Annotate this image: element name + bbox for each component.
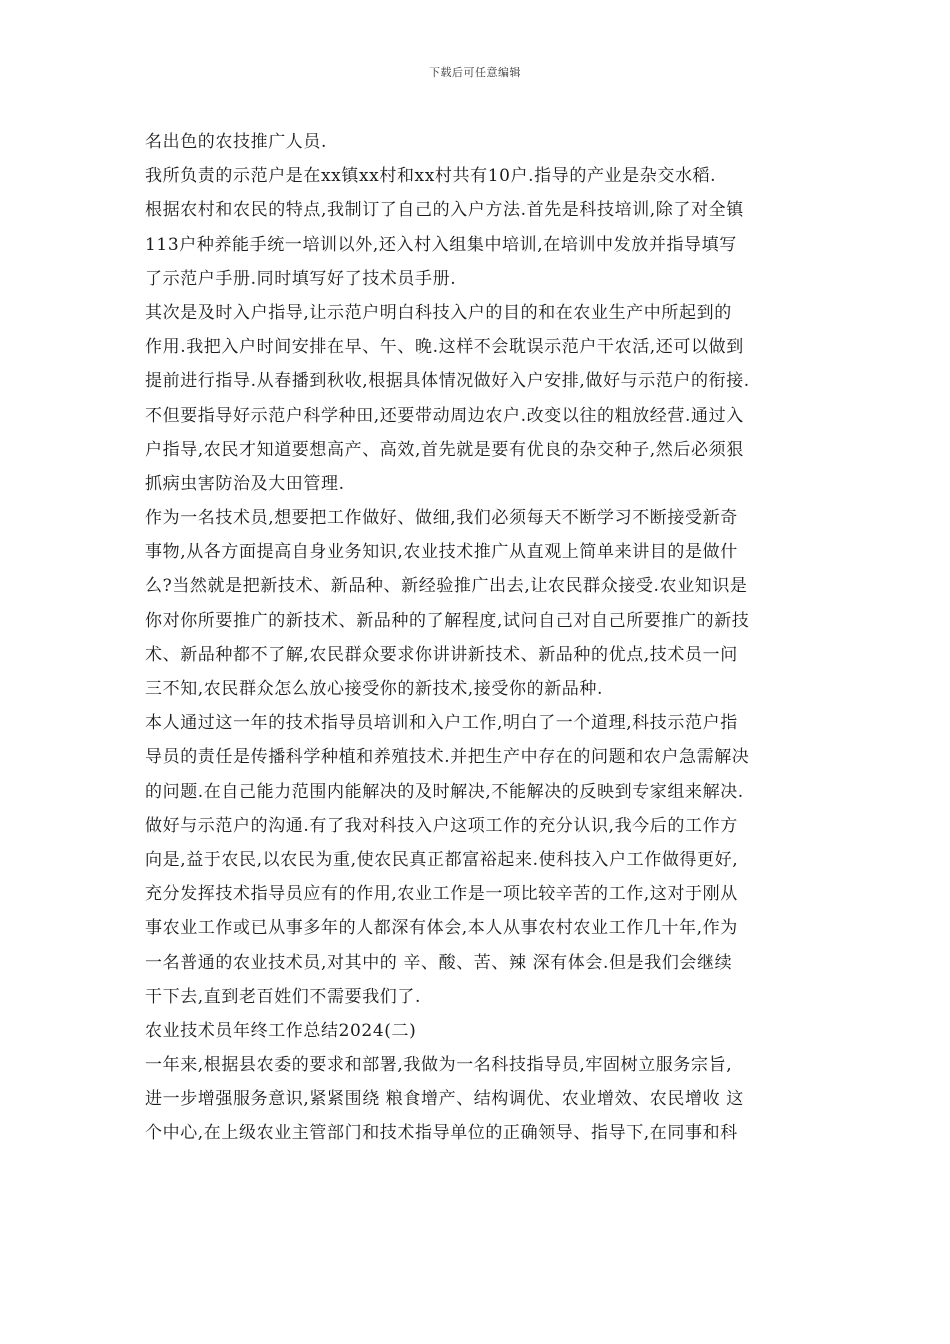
text-line: 事物,从各方面提高自身业务知识,农业技术推广从直观上简单来讲目的是做什: [145, 542, 738, 563]
text-line: 抓病虫害防治及大田管理.: [145, 473, 345, 494]
text-line: 113户种养能手统一培训以外,还入村入组集中培训,在培训中发放并指导填写: [145, 234, 737, 255]
text-line: 么?当然就是把新技术、新品种、新经验推广出去,让农民群众接受.农业知识是: [145, 576, 748, 597]
text-line: 一名普通的农业技术员,对其中的 辛、酸、苦、辣 深有体会.但是我们会继续: [145, 952, 733, 973]
text-line: 不但要指导好示范户科学种田,还要带动周边农户.改变以往的粗放经营.通过入: [145, 405, 744, 426]
text-line: 了示范户手册.同时填写好了技术员手册.: [145, 268, 457, 289]
text-line: 干下去,直到老百姓们不需要我们了.: [145, 986, 422, 1007]
text-line: 作为一名技术员,想要把工作做好、做细,我们必须每天不断学习不断接受新奇: [145, 508, 738, 529]
document-body: [145, 125, 815, 1151]
text-line: 农业技术员年终工作总结2024(二): [145, 1020, 417, 1041]
text-line: 导员的责任是传播科学种植和养殖技术.并把生产中存在的问题和农户急需解决: [145, 747, 750, 768]
text-line: 根据农村和农民的特点,我制订了自己的入户方法.首先是科技培训,除了对全镇: [145, 200, 744, 221]
text-line: 我所负责的示范户是在xx镇xx村和xx村共有10户.指导的产业是杂交水稻.: [145, 166, 717, 187]
text-line: 名出色的农技推广人员.: [145, 132, 328, 152]
text-line: 进一步增强服务意识,紧紧围绕 粮食增产、结构调优、农业增效、农民增收 这: [145, 1089, 744, 1110]
text-line: 户指导,农民才知道要想高产、高效,首先就是要有优良的杂交种子,然后必须狠: [145, 439, 744, 460]
text-line: 一年来,根据县农委的要求和部署,我做为一名科技指导员,牢固树立服务宗旨,: [145, 1055, 733, 1076]
text-line: 的问题.在自己能力范围内能解决的及时解决,不能解决的反映到专家组来解决.: [145, 781, 744, 802]
text-line: 做好与示范户的沟通.有了我对科技入户这项工作的充分认识,我今后的工作方: [145, 815, 738, 836]
text-line: 三不知,农民群众怎么放心接受你的新技术,接受你的新品种.: [145, 679, 604, 699]
text-line: 提前进行指导.从春播到秋收,根据具体情况做好入户安排,做好与示范户的衔接.: [145, 371, 750, 392]
page-header: 下载后可任意编辑: [429, 66, 521, 79]
text-line: 向是,益于农民,以农民为重,使农民真正都富裕起来.使科技入户工作做得更好,: [145, 849, 739, 870]
text-line: 个中心,在上级农业主管部门和技术指导单位的正确领导、指导下,在同事和科: [145, 1123, 738, 1144]
text-line: 你对你所要推广的新技术、新品种的了解程度,试问自己对自己所要推广的新技: [145, 610, 750, 631]
text-line: 作用.我把入户时间安排在早、午、晚.这样不会耽误示范户干农活,还可以做到: [145, 337, 744, 358]
text-line: 其次是及时入户指导,让示范户明白科技入户的目的和在农业生产中所起到的: [145, 302, 732, 323]
text-line: 事农业工作或已从事多年的人都深有体会,本人从事农村农业工作几十年,作为: [145, 918, 738, 939]
text-line: 术、新品种都不了解,农民群众要求你讲讲新技术、新品种的优点,技术员一问: [145, 644, 738, 665]
text-line: 本人通过这一年的技术指导员培训和入户工作,明白了一个道理,科技示范户指: [145, 713, 738, 734]
text-line: 充分发挥技术指导员应有的作用,农业工作是一项比较辛苦的工作,这对于刚从: [145, 884, 738, 905]
